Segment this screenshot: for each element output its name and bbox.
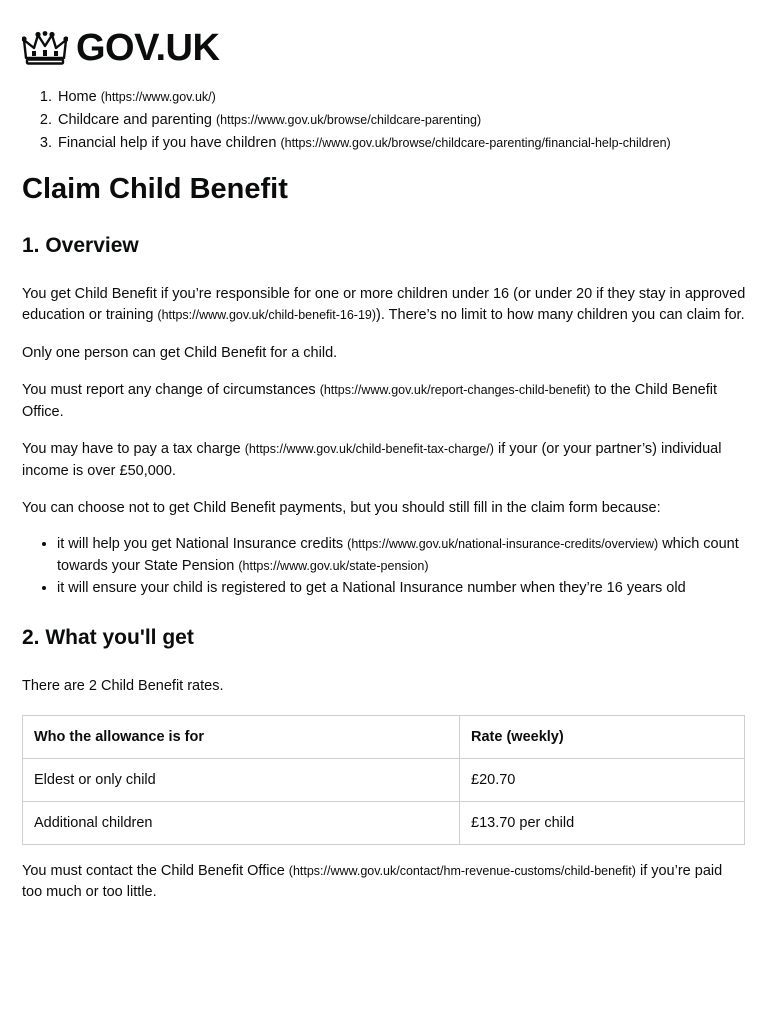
govuk-logo[interactable] bbox=[22, 24, 746, 72]
table-cell: £13.70 per child bbox=[460, 801, 745, 844]
section-heading-what-youll-get: 2. What you'll get bbox=[22, 625, 194, 649]
breadcrumb-url[interactable]: (https://www.gov.uk/browse/childcare-parenting/financial-help-children) bbox=[280, 136, 671, 150]
table-row bbox=[23, 801, 745, 844]
breadcrumb-item-financial-help[interactable] bbox=[56, 132, 746, 155]
link-state-pension[interactable]: (https://www.gov.uk/state-pension) bbox=[238, 558, 429, 573]
breadcrumb-item-home[interactable] bbox=[56, 86, 746, 109]
text: it will help you get National Insurance credits bbox=[57, 535, 348, 552]
contact-paragraph bbox=[22, 861, 746, 904]
link-ni-credits[interactable]: (https://www.gov.uk/national-insurance-credits/overview) bbox=[347, 536, 659, 551]
text: ). There’s no limit to how many children you can claim for. bbox=[376, 307, 745, 324]
text: if you’re paid too much or too little. bbox=[22, 862, 723, 901]
list-item bbox=[57, 533, 746, 577]
table-cell: £20.70 bbox=[460, 758, 745, 801]
table-row bbox=[23, 758, 745, 801]
section-heading-overview: 1. Overview bbox=[22, 233, 139, 257]
list-item: • it will ensure your child is registered to get a National Insurance number when they’re 16 years old bbox=[57, 577, 746, 599]
overview-paragraph-2: Only one person can get Child Benefit for a child. bbox=[22, 344, 338, 361]
reasons-list bbox=[22, 533, 746, 599]
rates-table bbox=[22, 715, 745, 845]
link-tax-charge[interactable]: (https://www.gov.uk/child-benefit-tax-charge/) bbox=[244, 442, 494, 457]
text: You must contact the Child Benefit Office bbox=[22, 862, 289, 879]
text: You may have to pay a tax charge bbox=[22, 441, 245, 458]
table-cell: Additional children bbox=[23, 801, 460, 844]
text: You must report any change of circumstances bbox=[22, 382, 320, 399]
breadcrumb-label[interactable]: Financial help if you have children bbox=[58, 135, 277, 151]
breadcrumb-item-childcare[interactable] bbox=[56, 109, 746, 132]
text: You get Child Benefit if you’re responsible for one or more children under 16 (or under 20 if they stay in approved education or training bbox=[22, 285, 746, 324]
rates-intro: There are 2 Child Benefit rates. bbox=[22, 678, 224, 695]
breadcrumb bbox=[22, 86, 746, 155]
breadcrumb-url[interactable]: (https://www.gov.uk/browse/childcare-parenting) bbox=[216, 113, 482, 127]
text: if your (or your partner’s) individual income is over £50,000. bbox=[22, 441, 722, 479]
link-report-changes[interactable]: (https://www.gov.uk/report-changes-child-benefit) bbox=[319, 383, 591, 398]
breadcrumb-label[interactable]: Childcare and parenting bbox=[58, 112, 212, 128]
text: to the Child Benefit Office. bbox=[22, 382, 717, 420]
logo-text: GOV.UK bbox=[76, 27, 220, 69]
overview-paragraph-4 bbox=[22, 439, 746, 482]
page-title: Claim Child Benefit bbox=[22, 173, 288, 205]
overview-paragraph-5: You can choose not to get Child Benefit payments, but you should still fill in the claim form because: bbox=[22, 500, 661, 517]
column-header: Rate (weekly) bbox=[460, 715, 745, 758]
column-header: Who the allowance is for bbox=[23, 715, 460, 758]
link-child-benefit-16-19[interactable]: (https://www.gov.uk/child-benefit-16-19) bbox=[157, 308, 377, 323]
text: which count towards your State Pension bbox=[57, 535, 739, 574]
overview-paragraph-3 bbox=[22, 380, 746, 423]
breadcrumb-url[interactable]: (https://www.gov.uk/) bbox=[100, 90, 216, 104]
link-contact-office[interactable]: (https://www.gov.uk/contact/hm-revenue-customs/child-benefit) bbox=[288, 863, 636, 878]
overview-paragraph-1 bbox=[22, 284, 746, 327]
breadcrumb-label[interactable]: Home bbox=[58, 89, 97, 105]
crown-icon bbox=[22, 31, 68, 65]
table-header-row bbox=[23, 715, 745, 758]
table-cell: Eldest or only child bbox=[23, 758, 460, 801]
